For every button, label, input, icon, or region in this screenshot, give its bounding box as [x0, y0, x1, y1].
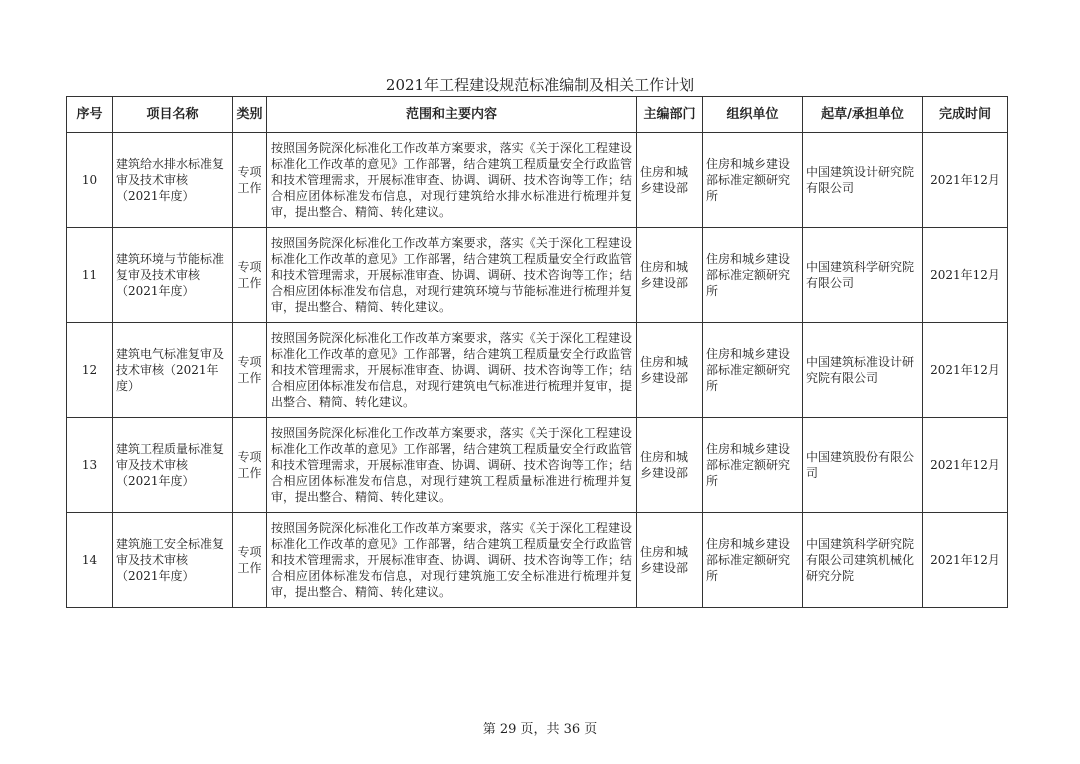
lead-department: 住房和城乡建设部 [637, 228, 703, 323]
scope-content: 按照国务院深化标准化工作改革方案要求，落实《关于深化工程建设标准化工作改革的意见》工作部署，结合建筑工程质量安全行政监管和技术管理需求，开展标准审查、协调、调研、技术咨询等工作；结合相应团体标准发布信息，对现行建筑工程质量标准进行梳理并复审，提出整合、精简、转化建议。 [267, 418, 637, 513]
header-organizer: 组织单位 [703, 97, 803, 133]
scope-content: 按照国务院深化标准化工作改革方案要求，落实《关于深化工程建设标准化工作改革的意见》工作部署，结合建筑工程质量安全行政监管和技术管理需求，开展标准审查、协调、调研、技术咨询等工作；结合相应团体标准发布信息，对现行建筑环境与节能标准进行梳理并复审，提出整合、精简、转化建议。 [267, 228, 637, 323]
category: 专项工作 [233, 513, 267, 608]
project-name: 建筑工程质量标准复审及技术审核（2021年度） [113, 418, 233, 513]
organizer: 住房和城乡建设部标准定额研究所 [703, 418, 803, 513]
table-row [67, 418, 1008, 513]
scope-content: 按照国务院深化标准化工作改革方案要求，落实《关于深化工程建设标准化工作改革的意见》工作部署，结合建筑工程质量安全行政监管和技术管理需求，开展标准审查、协调、调研、技术咨询等工作；结合相应团体标准发布信息，对现行建筑给水排水标准进行梳理并复审，提出整合、精简、转化建议。 [267, 133, 637, 228]
drafter: 中国建筑设计研究院有限公司 [803, 133, 923, 228]
serial-number: 11 [67, 228, 113, 323]
organizer: 住房和城乡建设部标准定额研究所 [703, 228, 803, 323]
organizer: 住房和城乡建设部标准定额研究所 [703, 323, 803, 418]
drafter: 中国建筑股份有限公司 [803, 418, 923, 513]
header-category: 类别 [233, 97, 267, 133]
lead-department: 住房和城乡建设部 [637, 418, 703, 513]
page-footer: 第 29 页，共 36 页 [482, 722, 598, 737]
category: 专项工作 [233, 133, 267, 228]
header-scope: 范围和主要内容 [267, 97, 637, 133]
project-name: 建筑给水排水标准复审及技术审核（2021年度） [113, 133, 233, 228]
serial-number: 10 [67, 133, 113, 228]
table-row [67, 228, 1008, 323]
project-name: 建筑电气标准复审及技术审核（2021年度） [113, 323, 233, 418]
lead-department: 住房和城乡建设部 [637, 133, 703, 228]
header-drafter: 起草/承担单位 [803, 97, 923, 133]
header-serial: 序号 [67, 97, 113, 133]
project-name: 建筑施工安全标准复审及技术审核（2021年度） [113, 513, 233, 608]
category: 专项工作 [233, 323, 267, 418]
project-name: 建筑环境与节能标准复审及技术审核（2021年度） [113, 228, 233, 323]
work-plan-table [66, 96, 1008, 608]
completion-date: 2021年12月 [923, 133, 1008, 228]
header-completion-date: 完成时间 [923, 97, 1008, 133]
drafter: 中国建筑标准设计研究院有限公司 [803, 323, 923, 418]
page-title: 2021年工程建设规范标准编制及相关工作计划 [385, 76, 695, 94]
lead-department: 住房和城乡建设部 [637, 513, 703, 608]
table-row [67, 133, 1008, 228]
completion-date: 2021年12月 [923, 228, 1008, 323]
serial-number: 13 [67, 418, 113, 513]
drafter: 中国建筑科学研究院有限公司 [803, 228, 923, 323]
serial-number: 14 [67, 513, 113, 608]
organizer: 住房和城乡建设部标准定额研究所 [703, 133, 803, 228]
table-row [67, 323, 1008, 418]
serial-number: 12 [67, 323, 113, 418]
table-row [67, 513, 1008, 608]
completion-date: 2021年12月 [923, 418, 1008, 513]
scope-content: 按照国务院深化标准化工作改革方案要求，落实《关于深化工程建设标准化工作改革的意见》工作部署，结合建筑工程质量安全行政监管和技术管理需求，开展标准审查、协调、调研、技术咨询等工作；结合相应团体标准发布信息，对现行建筑电气标准进行梳理并复审，提出整合、精简、转化建议。 [267, 323, 637, 418]
organizer: 住房和城乡建设部标准定额研究所 [703, 513, 803, 608]
scope-content: 按照国务院深化标准化工作改革方案要求，落实《关于深化工程建设标准化工作改革的意见》工作部署，结合建筑工程质量安全行政监管和技术管理需求，开展标准审查、协调、调研、技术咨询等工作；结合相应团体标准发布信息，对现行建筑施工安全标准进行梳理并复审，提出整合、精简、转化建议。 [267, 513, 637, 608]
header-lead-department: 主编部门 [637, 97, 703, 133]
completion-date: 2021年12月 [923, 513, 1008, 608]
header-project-name: 项目名称 [113, 97, 233, 133]
lead-department: 住房和城乡建设部 [637, 323, 703, 418]
table-header-row [67, 97, 1008, 133]
category: 专项工作 [233, 418, 267, 513]
drafter: 中国建筑科学研究院有限公司建筑机械化研究分院 [803, 513, 923, 608]
category: 专项工作 [233, 228, 267, 323]
completion-date: 2021年12月 [923, 323, 1008, 418]
